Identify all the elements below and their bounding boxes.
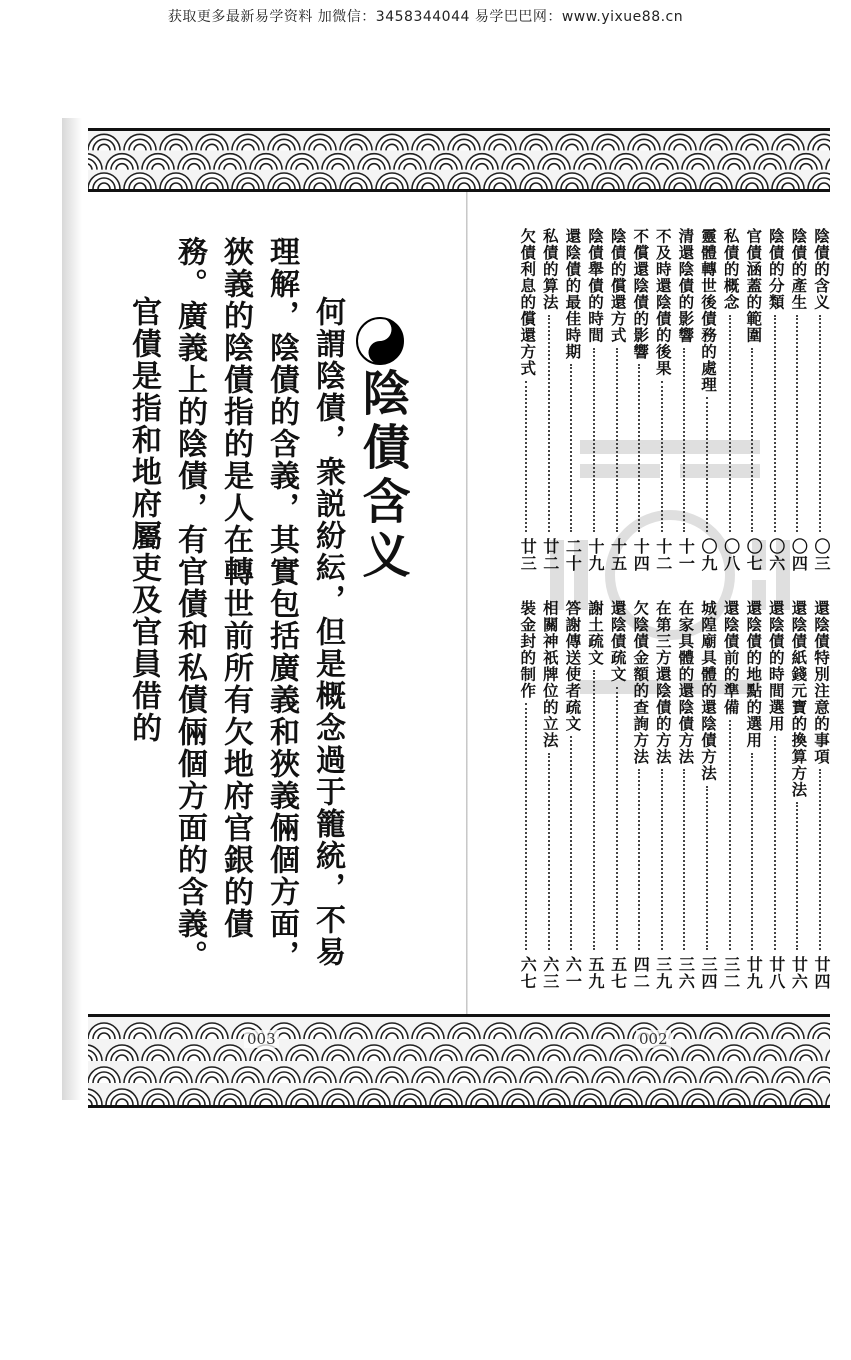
toc-leader-dots bbox=[525, 381, 527, 533]
body-paragraph-2: 官債是指和地府屬吏及官員借的 bbox=[126, 296, 161, 744]
toc-entry bbox=[584, 600, 606, 1360]
toc-page-number: 〇六 bbox=[766, 538, 786, 572]
toc-leader-dots bbox=[729, 315, 731, 533]
toc-page-number: 六七 bbox=[518, 956, 538, 990]
page-edge-shadow bbox=[62, 118, 82, 1100]
toc-entry-label: 相關神祇牌位的立法 bbox=[540, 600, 560, 749]
toc-entry-label: 不償還陰債的影響 bbox=[631, 228, 651, 360]
toc-entry-label: 陰債的含义 bbox=[812, 228, 831, 311]
toc-page-number: 廿三 bbox=[518, 538, 538, 572]
toc-leader-dots bbox=[706, 397, 708, 532]
toc-page-number: 六三 bbox=[540, 956, 560, 990]
toc-entry-label: 私債的算法 bbox=[540, 228, 560, 311]
toc-page-number: 四二 bbox=[631, 956, 651, 990]
toc-entry bbox=[810, 600, 832, 1360]
toc-entry-label: 還陰債的地點的選用 bbox=[744, 600, 764, 749]
toc-page-number: 三四 bbox=[699, 956, 718, 990]
toc-page-number: 二十 bbox=[563, 538, 583, 572]
toc-page-number: 〇七 bbox=[744, 538, 764, 572]
toc-page-number: 三二 bbox=[721, 956, 741, 990]
toc-entry bbox=[629, 600, 651, 1360]
toc-leader-dots bbox=[706, 786, 708, 951]
chapter-title: 陰債含义 bbox=[354, 368, 410, 584]
toc-entry bbox=[607, 600, 629, 1360]
toc-entry bbox=[516, 600, 538, 1360]
toc-entry bbox=[742, 600, 764, 1360]
toc-leader-dots bbox=[796, 802, 798, 950]
toc-page-number: 六一 bbox=[563, 956, 583, 990]
toc-entry bbox=[674, 600, 696, 1360]
body-paragraph-1: 何謂陰債，衆説紛紜，但是概念過于籠統，不易理解，陰債的含義，其實包括廣義和狹義倆個方面，狹義的陰債指的是人在轉世前所有欠地府官銀的債務。廣義上的陰債，有官債和私債倆個方面的含義。 bbox=[172, 236, 345, 972]
toc-entry-label: 陰債的分類 bbox=[766, 228, 786, 311]
toc-entry-label: 還陰債的最佳時期 bbox=[563, 228, 583, 360]
toc-entry-label: 謝土疏文 bbox=[586, 600, 605, 666]
toc-entry bbox=[697, 600, 719, 1360]
toc-entry bbox=[765, 600, 787, 1360]
toc-leader-dots bbox=[616, 348, 618, 533]
toc-leader-dots bbox=[796, 315, 798, 533]
toc-entry-label: 陰債的償還方式 bbox=[608, 228, 628, 344]
toc-entry-label: 陰債舉債的時間 bbox=[586, 228, 605, 344]
toc-leader-dots bbox=[548, 753, 550, 951]
toc-leader-dots bbox=[593, 348, 595, 533]
toc-page-number: 十四 bbox=[631, 538, 651, 572]
toc-entry-label: 還陰債紙錢元寶的換算方法 bbox=[789, 600, 809, 798]
toc-entry bbox=[787, 600, 809, 1360]
toc-leader-dots bbox=[525, 703, 527, 950]
toc-page-number: 廿八 bbox=[766, 956, 786, 990]
chapter-body bbox=[120, 236, 350, 996]
toc-leader-dots bbox=[593, 670, 595, 950]
toc-entry-label: 欠陰債金額的查詢方法 bbox=[631, 600, 651, 765]
toc-leader-dots bbox=[751, 348, 753, 533]
toc-page-number: 廿九 bbox=[744, 956, 764, 990]
toc-entry-label: 不及時還陰債的後果 bbox=[653, 228, 673, 377]
watermark-banner: 获取更多最新易学资料 加微信：3458344044 易学巴巴网：www.yixue88.cn bbox=[167, 9, 684, 25]
toc-entry-label: 欠債利息的償還方式 bbox=[518, 228, 538, 377]
toc-page-number: 〇八 bbox=[721, 538, 741, 572]
toc-page-number: 十五 bbox=[608, 538, 628, 572]
toc-page-number: 廿四 bbox=[812, 956, 831, 990]
right-page-number: 002 bbox=[636, 1030, 671, 1048]
toc-entry-label: 還陰債特別注意的事項 bbox=[812, 600, 831, 765]
toc-leader-dots bbox=[774, 315, 776, 533]
toc-leader-dots bbox=[683, 769, 685, 950]
toc-page-number: 廿二 bbox=[540, 538, 560, 572]
toc-entry-label: 在第三方還陰債的方法 bbox=[653, 600, 673, 765]
toc-leader-dots bbox=[661, 381, 663, 533]
table-of-contents bbox=[500, 228, 831, 990]
toc-page-number: 三九 bbox=[653, 956, 673, 990]
toc-page-number: 十一 bbox=[676, 538, 696, 572]
toc-page-number: 廿六 bbox=[789, 956, 809, 990]
toc-entry-label: 還陰債的時間選用 bbox=[766, 600, 786, 732]
toc-entry-label: 陰債的產生 bbox=[789, 228, 809, 311]
toc-entry-label: 靈體轉世後債務的處理 bbox=[699, 228, 718, 393]
toc-leader-dots bbox=[774, 736, 776, 950]
toc-page-number: 三六 bbox=[676, 956, 696, 990]
toc-page-number: 〇三 bbox=[812, 538, 831, 572]
toc-page-number: 五七 bbox=[608, 956, 628, 990]
toc-entry bbox=[561, 600, 583, 1360]
toc-page-number: 十二 bbox=[653, 538, 673, 572]
toc-page-number: 〇四 bbox=[789, 538, 809, 572]
toc-leader-dots bbox=[683, 348, 685, 533]
toc-page-number: 十九 bbox=[586, 538, 605, 572]
toc-entry-label: 在家具體的還陰債方法 bbox=[676, 600, 696, 765]
toc-entry-label: 私債的概念 bbox=[721, 228, 741, 311]
toc-leader-dots bbox=[638, 769, 640, 950]
toc-leader-dots bbox=[570, 364, 572, 532]
toc-leader-dots bbox=[729, 720, 731, 951]
toc-leader-dots bbox=[570, 736, 572, 950]
toc-entry bbox=[652, 600, 674, 1360]
toc-leader-dots bbox=[661, 769, 663, 950]
toc-page-number: 〇九 bbox=[699, 538, 718, 572]
toc-entry bbox=[720, 600, 742, 1360]
toc-leader-dots bbox=[819, 769, 821, 950]
toc-entry-label: 城隍廟具體的還陰債方法 bbox=[699, 600, 718, 782]
toc-entry-label: 官債涵蓋的範圍 bbox=[744, 228, 764, 344]
toc-leader-dots bbox=[751, 753, 753, 951]
toc-leader-dots bbox=[638, 364, 640, 532]
toc-page-number: 五九 bbox=[586, 956, 605, 990]
toc-entry-label: 裝金封的制作 bbox=[518, 600, 538, 699]
toc-leader-dots bbox=[548, 315, 550, 533]
yin-yang-icon bbox=[355, 316, 405, 366]
toc-leader-dots bbox=[616, 687, 618, 951]
toc-entry-label: 清還陰債的影響 bbox=[676, 228, 696, 344]
toc-entry bbox=[539, 600, 561, 1360]
top-wave-border bbox=[88, 128, 830, 192]
toc-entry-label: 還陰債前的準備 bbox=[721, 600, 741, 716]
book-spine bbox=[466, 130, 468, 1100]
toc-entry-label: 答謝傳送使者疏文 bbox=[563, 600, 583, 732]
left-page-number: 003 bbox=[244, 1030, 279, 1048]
toc-entry-label: 還陰債疏文 bbox=[608, 600, 628, 683]
toc-leader-dots bbox=[819, 315, 821, 533]
